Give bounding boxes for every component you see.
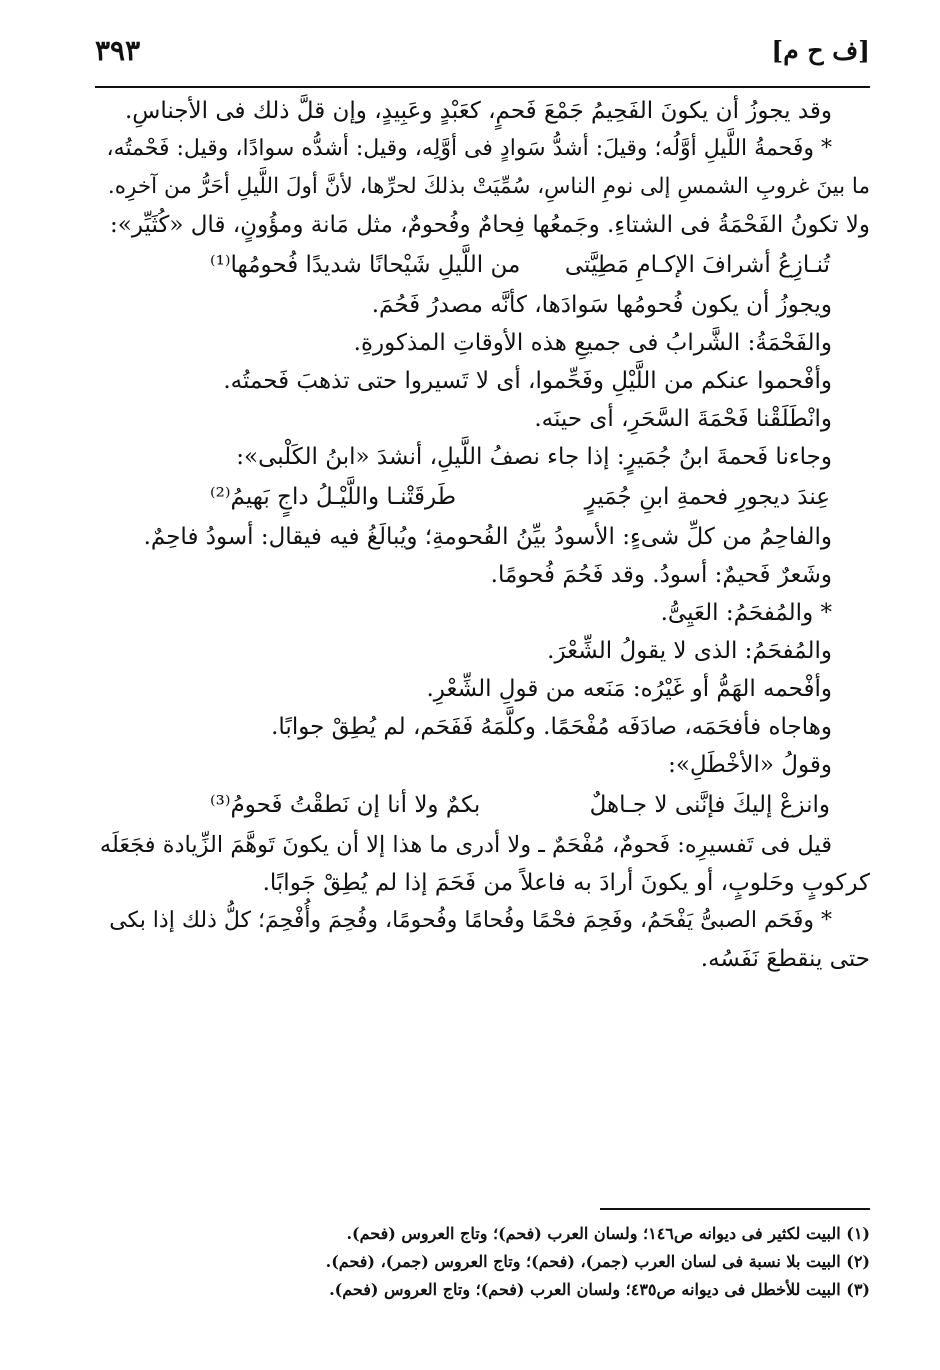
verse-second-hemistich: طَرقَتْنـا واللَّيْـلُ داجٍ بَهيمُ⁽²⁾ (210, 484, 457, 510)
text-line: وأفْحمه الهَمُّ أو غَيْرُه: مَنَعه من قولِ الشِّعْرِ. (426, 676, 832, 702)
verse-line (95, 476, 870, 518)
text-line: وشَعرٌ فَحيمٌ: أسودُ. وقد فَحُمَ فُحومًا. (490, 562, 832, 588)
root-heading: [ف ح م] (771, 36, 870, 65)
text-line: وهاجاه فأفحَمَه، صادَفَه مُفْحَمًا. وكلَّمَهُ فَفَحَم، لم يُطِقْ جوابًا. (271, 714, 832, 740)
footnote-3: (٣) البيت للأخطل فى ديوانه ص٤٣٥؛ ولسان العرب (فحم)؛ وتاج العروس (فحم). (329, 1280, 870, 1299)
footnote-list (95, 1220, 870, 1304)
text-line: وقولُ «الأخْطَلِ»: (668, 752, 832, 778)
text-line: ولا تكونُ الفَحْمَةُ فى الشتاءِ. وجَمعُها فِحامٌ وفُحومٌ، مثل مَانة ومؤُونٍ، قال «كُثَيِّر»: (110, 212, 870, 238)
text-line: حتى ينقطعَ نَفَسُه. (700, 946, 870, 972)
text-line: * والمُفحَمُ: العَيِىُّ. (660, 600, 832, 626)
page-header (95, 26, 870, 88)
verse-line (95, 244, 870, 286)
header-rule (95, 86, 870, 88)
text-line: وانْطَلَقْنا فَحْمَةَ السَّحَرِ، أى حينَه. (534, 406, 832, 432)
text-line: ما بينَ غروبِ الشمسِ إلى نومِ الناسِ، سُمِّيَتْ بذلكَ لحرِّها، لأنَّ أولَ اللَّيلِ أحَرُّ من آخرِه. (107, 174, 870, 199)
verse-first-hemistich: تُنـازِعُ أشرافَ الإكـامِ مَطِيَّتى (564, 252, 830, 278)
entry-body (95, 92, 870, 978)
verse-line (95, 784, 870, 826)
verse-second-hemistich: من اللَّيلِ شَيْحانًا شديدًا فُحومُها⁽¹⁾ (210, 252, 521, 278)
footnote-2: (٢) البيت بلا نسبة فى لسان العرب (جمر)، (فحم)؛ وتاج العروس (جمر)، (فحم). (325, 1252, 870, 1271)
footnote-rule (600, 1208, 870, 1210)
text-line: والفَحْمَةُ: الشَّرابُ فى جميعِ هذه الأوقاتِ المذكورةِ. (353, 330, 832, 356)
text-line: وجاءنا فَحمةَ ابنُ جُمَيرٍ: إذا جاء نصفُ اللَّيلِ، أنشدَ «ابنُ الكَلْبى»: (236, 444, 832, 470)
verse-first-hemistich: وانزعْ إليكَ فإنَّنى لا جـاهلٌ (589, 792, 830, 818)
verse-second-hemistich: بكمٌ ولا أنا إن نَطقْتُ فَحومُ⁽³⁾ (210, 792, 481, 818)
text-line: كركوبٍ وحَلوبٍ، أو يكونَ أرادَ به فاعلاً من فَحَمَ إذا لم يُطِقْ جَوابًا. (262, 870, 870, 896)
text-line: والمُفحَمُ: الذى لا يقولُ الشِّعْرَ. (547, 638, 832, 664)
text-line: وأفْحموا عنكم من اللَّيْلِ وفَحِّموا، أى لا تَسيروا حتى تذهبَ فَحمتُه. (223, 368, 832, 394)
text-line: قيل فى تَفسيرِه: فَحومٌ، مُفْحَمٌ ـ ولا أدرى ما هذا إلا أن يكونَ تَوهَّمَ الزِّيادة فجَعَلَه (99, 832, 832, 858)
text-line: * وفَحَم الصبىُّ يَفْحَمُ، وفَحِمَ فحْمًا وفُحامًا وفُحومًا، وفُحِمَ وأُفْحِمَ؛ كلُّ ذلك إذا بكى (109, 908, 832, 933)
verse-first-hemistich: عِندَ ديجورِ فحمةِ ابنِ جُمَيرٍ (584, 484, 830, 510)
text-line: وقد يجوزُ أن يكونَ الفَحِيمُ جَمْعَ فَحمٍ، كعَبْدٍ وعَبِيدٍ، وإن قلَّ ذلك فى الأجناسِ. (125, 98, 832, 124)
text-line: * وفَحمةُ اللَّيلِ أوَّلُه؛ وقيلَ: أشدُّ سَوادٍ فى أوَّلِه، وقيل: أشدُّه سوادًا، وقيل: فَحْمتُه، (106, 136, 832, 161)
text-line: والفاحِمُ من كلِّ شىءٍ: الأسودُ بيِّنُ الفُحومةِ؛ ويُبالَغُ فيه فيقال: أسودُ فاحِمٌ. (143, 524, 832, 550)
footnote-1: (١) البيت لكثير فى ديوانه ص١٤٦؛ ولسان العرب (فحم)؛ وتاج العروس (فحم). (346, 1224, 870, 1243)
text-line: ويجوزُ أن يكون فُحومُها سَوادَها، كأنَّه مصدرُ فَحُمَ. (371, 292, 832, 318)
page-number: ٣٩٣ (95, 34, 141, 67)
